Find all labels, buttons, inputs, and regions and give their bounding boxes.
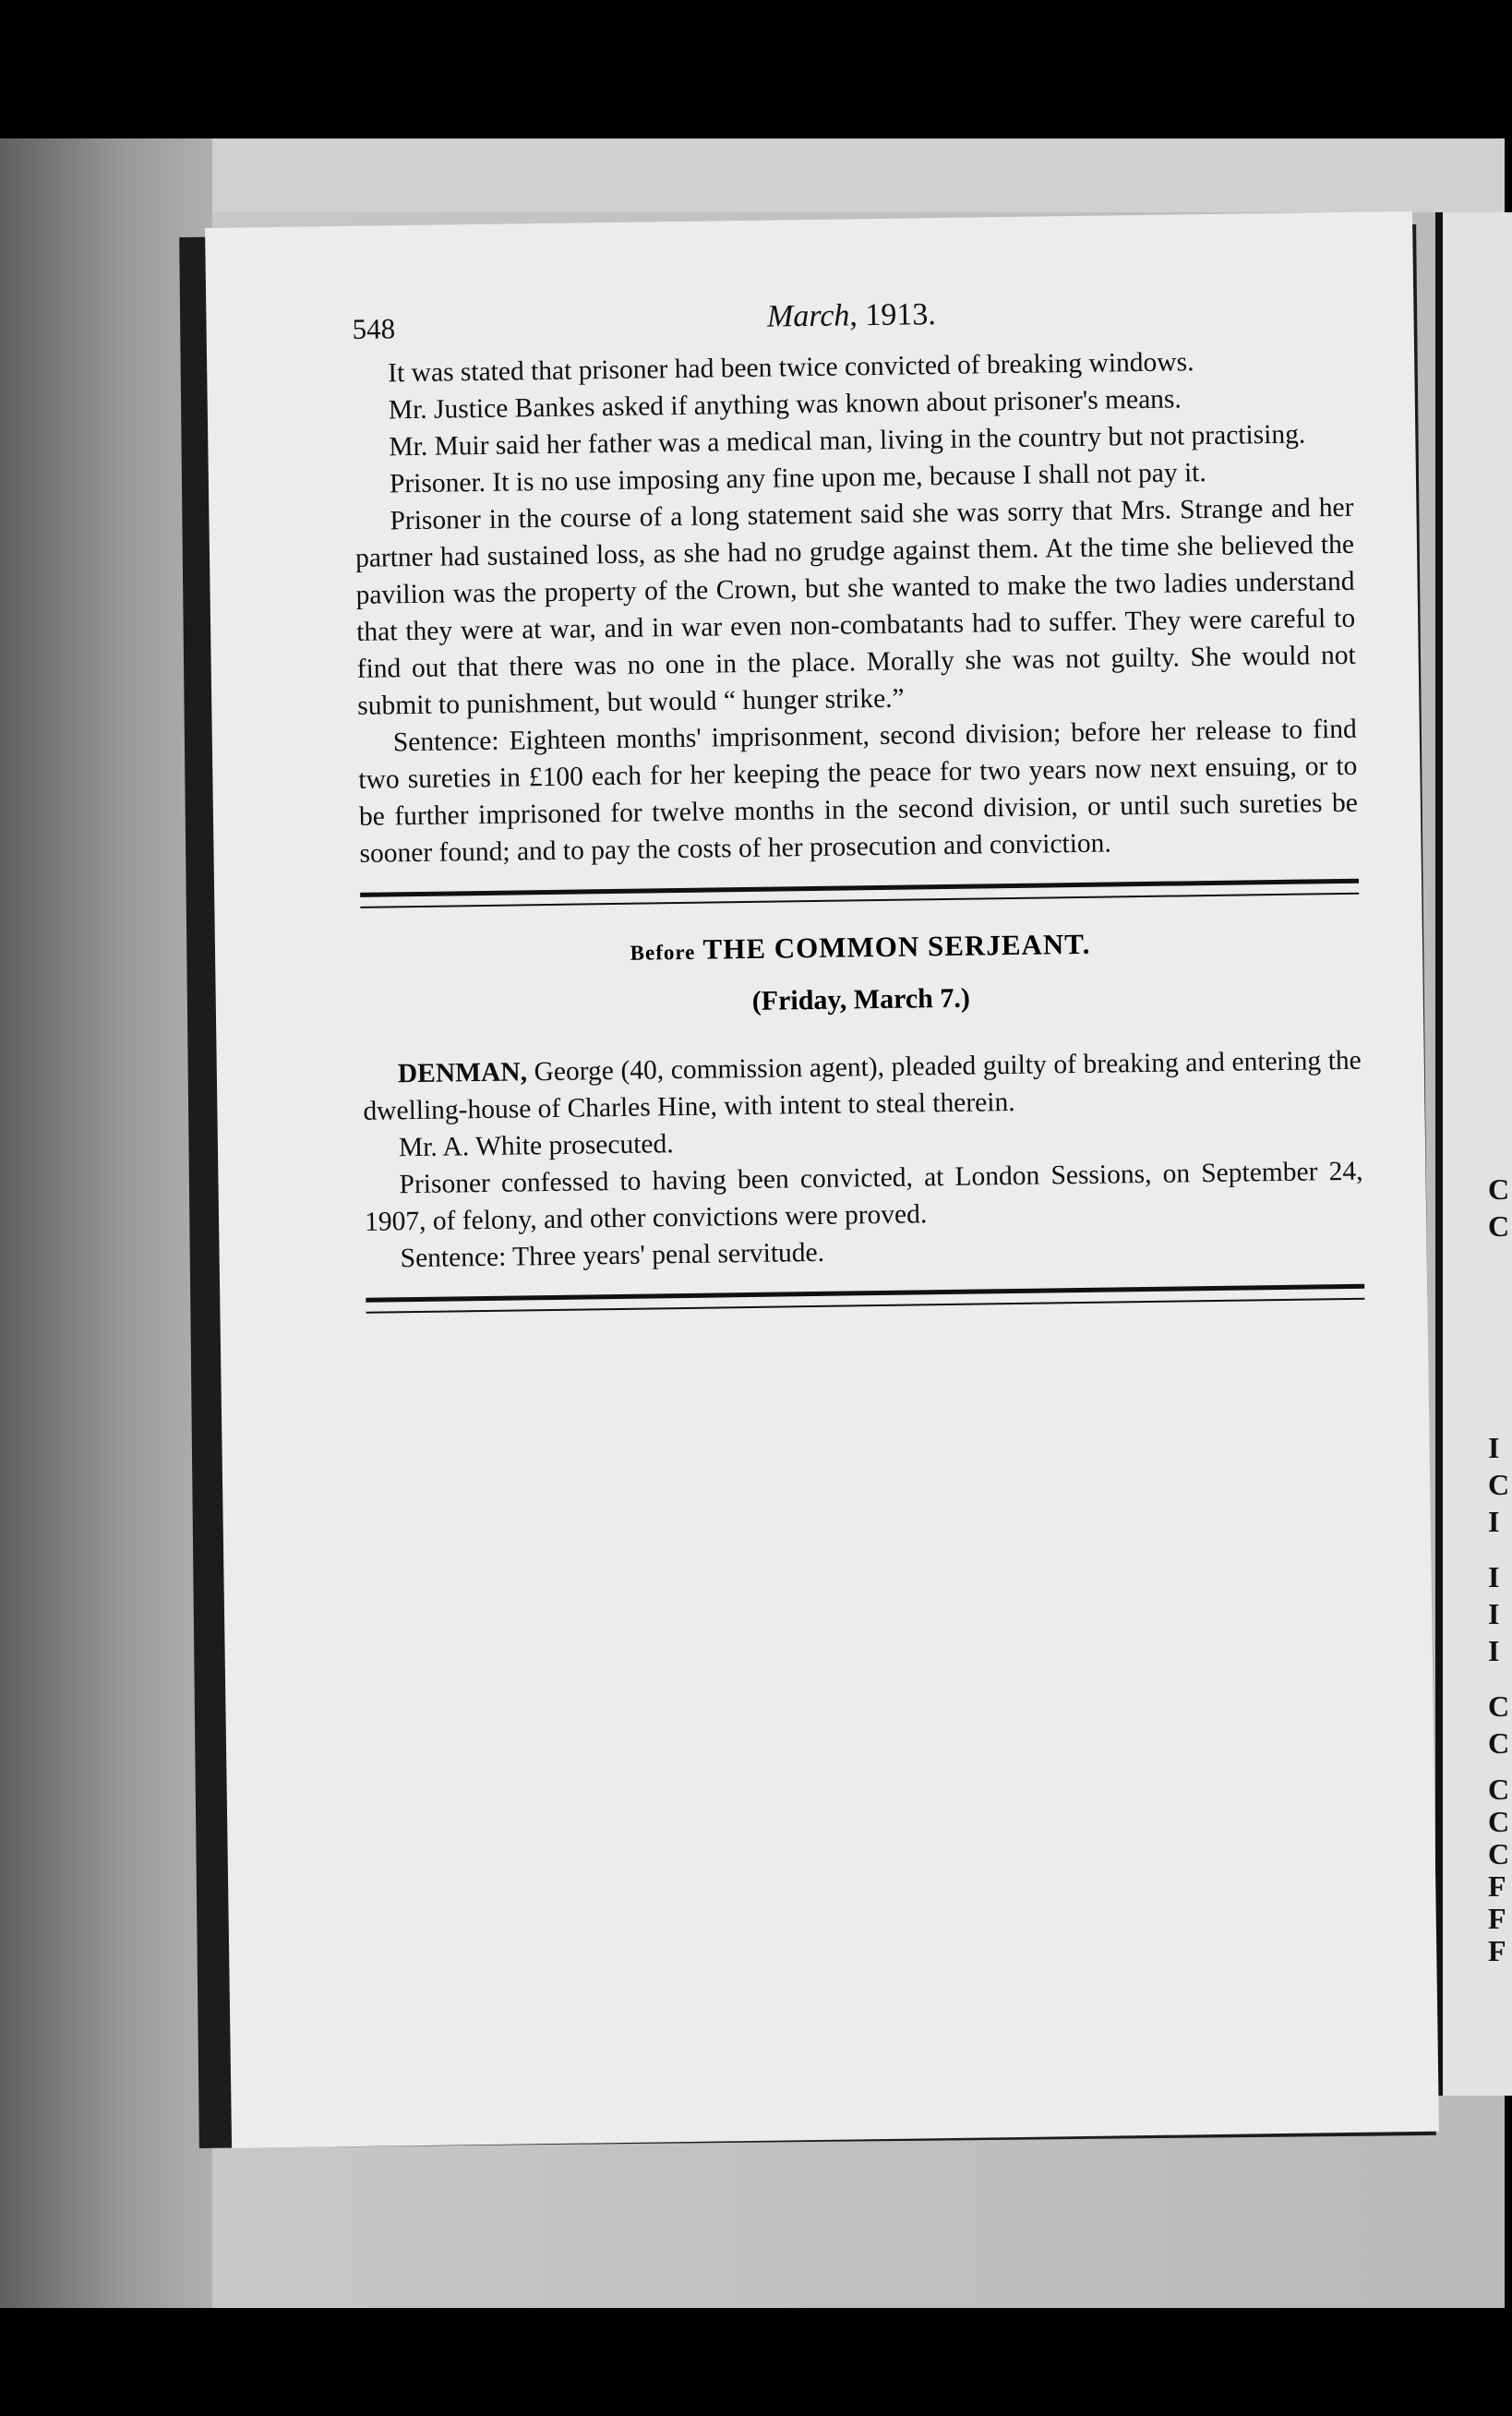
adjacent-letter: C	[1488, 1773, 1510, 1806]
sentence-paragraph: Sentence: Eighteen months' imprisonment, second division; before her release to find two sureties in £100 each for her keeping the peace for two years now next ensuing, or to be further imprisoned for twelve months in the second division, or until such sureties be sooner found; and to pay the costs of her prosecution and conviction.	[358, 714, 1359, 869]
case-paragraph	[363, 1042, 1362, 1130]
adjacent-letter: C	[1488, 1468, 1510, 1501]
paragraph: Mr. Muir said her father was a medical man, living in the country but not practising.	[389, 419, 1306, 463]
page-content	[352, 286, 1365, 1334]
bottom-divider	[366, 1284, 1364, 1314]
section-divider	[360, 879, 1359, 908]
paragraph: Prisoner in the course of a long statement said she was sorry that Mrs. Strange and her partner had sustained loss, as she had no grudge against them. At the time she believed the pavilion was the property of the Crown, but she wanted to make the two ladies understand that they were at war, and in war even non-combatants had to suffer. They were careful to find out that there was no one in the place. Morally she was not guilty. She would not submit to punishment, but would “ hunger strike.”	[354, 492, 1356, 721]
running-head-month: March	[766, 298, 850, 334]
left-fold-shadow	[0, 138, 212, 2308]
page-number: 548	[352, 312, 396, 345]
adjacent-letter: C	[1488, 1689, 1510, 1723]
running-head	[352, 292, 1350, 341]
paragraph: Prisoner. It is no use imposing any fine upon me, because I shall not pay it.	[389, 458, 1206, 499]
adjacent-letter: F	[1488, 1934, 1506, 1967]
adjacent-letter: C	[1488, 1209, 1510, 1243]
prosecution-paragraph: Mr. A. White prosecuted.	[398, 1129, 674, 1163]
defendant-name: DENMAN,	[397, 1057, 528, 1089]
case-details: George (40, commission agent), pleaded guilty of breaking and entering the dwelling-house of Charles Hine, with intent to steal therein.	[363, 1045, 1362, 1126]
adjacent-letter: I	[1488, 1431, 1500, 1464]
court-heading-title: THE COMMON SERJEANT.	[702, 927, 1091, 966]
confession-paragraph: Prisoner confessed to having been convicted, at London Sessions, on September 24, 1907, of felony, and other convictions were proved.	[364, 1156, 1363, 1237]
case-sentence-paragraph: Sentence: Three years' penal servitude.	[400, 1237, 825, 1274]
document-page	[205, 211, 1439, 2148]
paragraph: Mr. Justice Bankes asked if anything was known about prisoner's means.	[388, 384, 1182, 426]
paragraph: It was stated that prisoner had been twice convicted of breaking windows.	[388, 347, 1194, 389]
adjacent-letter: C	[1488, 1172, 1510, 1206]
adjacent-letter: I	[1488, 1505, 1500, 1538]
court-heading-before: Before	[630, 940, 696, 965]
adjacent-letter: I	[1488, 1597, 1500, 1630]
date-heading: (Friday, March 7.)	[751, 982, 971, 1016]
adjacent-letter: C	[1488, 1805, 1510, 1838]
adjacent-letter: F	[1488, 1869, 1506, 1903]
running-head-year: , 1913.	[849, 297, 937, 333]
adjacent-letter: C	[1488, 1726, 1510, 1760]
court-heading	[361, 924, 1360, 971]
adjacent-letter: I	[1488, 1560, 1500, 1593]
top-paper-strip	[212, 138, 1505, 212]
adjacent-letter: F	[1488, 1902, 1506, 1935]
adjacent-letter: I	[1488, 1634, 1500, 1667]
adjacent-letter: C	[1488, 1837, 1510, 1870]
